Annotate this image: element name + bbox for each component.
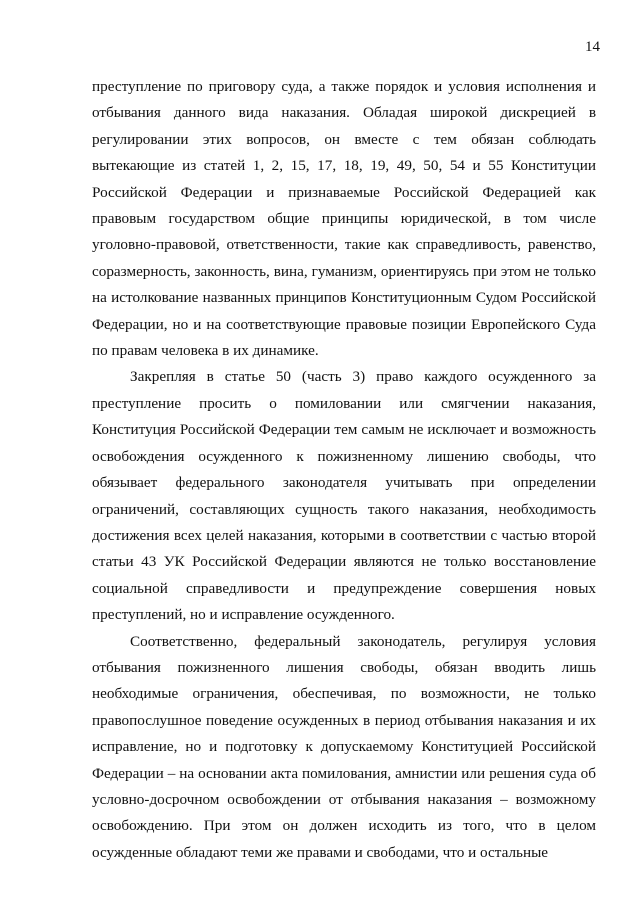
paragraph-conditions: Соответственно, федеральный законодатель, регулируя условия отбывания пожизненного лишения свободы, обязан вводить лишь необходимые ограничения, обеспечивая, по возможности, не только правопослушное поведение осужденных в период отбывания наказания и их исправление, но и подготовку к допускаемому Конституцией Российской Федерации – на основании акта помилования, амнистии или решения суда об условно-досрочном освобождении от отбывания наказания – возможному освобождению. При этом он должен исходить из того, что в целом осужденные обладают теми же правами и свободами, что и остальные <box>92 632 596 861</box>
paragraph-continued: преступление по приговору суда, а также порядок и условия исполнения и отбывания данного вида наказания. Обладая широкой дискрецией в регулировании этих вопросов, он вместе с тем обязан соблюдать вытекающие из статей 1, 2, 15, 17, 18, 19, 49, 50, 54 и 55 Конституции Российской Федерации и признаваемые Российской Федерацией как правовым государством общие принципы юридической, в том числе уголовно-правовой, ответственности, такие как справедливость, равенство, соразмерность, законность, вина, гуманизм, ориентируясь при этом не только на истолкование названных принципов Конституционным Судом Российской Федерации, но и на соответствующие правовые позиции Европейского Суда по правам человека в их динамике. <box>92 78 596 360</box>
document-body <box>92 74 596 866</box>
paragraph-article-50: Закрепляя в статье 50 (часть 3) право каждого осужденного за преступление просить о помиловании или смягчении наказания, Конституция Российской Федерации тем самым не исключает и возможность освобождения осужденного к пожизненному лишению свободы, что обязывает федерального законодателя учитывать при определении ограничений, составляющих сущность такого наказания, необходимость достижения всех целей наказания, которыми в соответствии с частью второй статьи 43 УК Российской Федерации являются не только восстановление социальной справедливости и предупреждение совершения новых преступлений, но и исправление осужденного. <box>92 368 596 624</box>
page-number: 14 <box>585 39 600 55</box>
